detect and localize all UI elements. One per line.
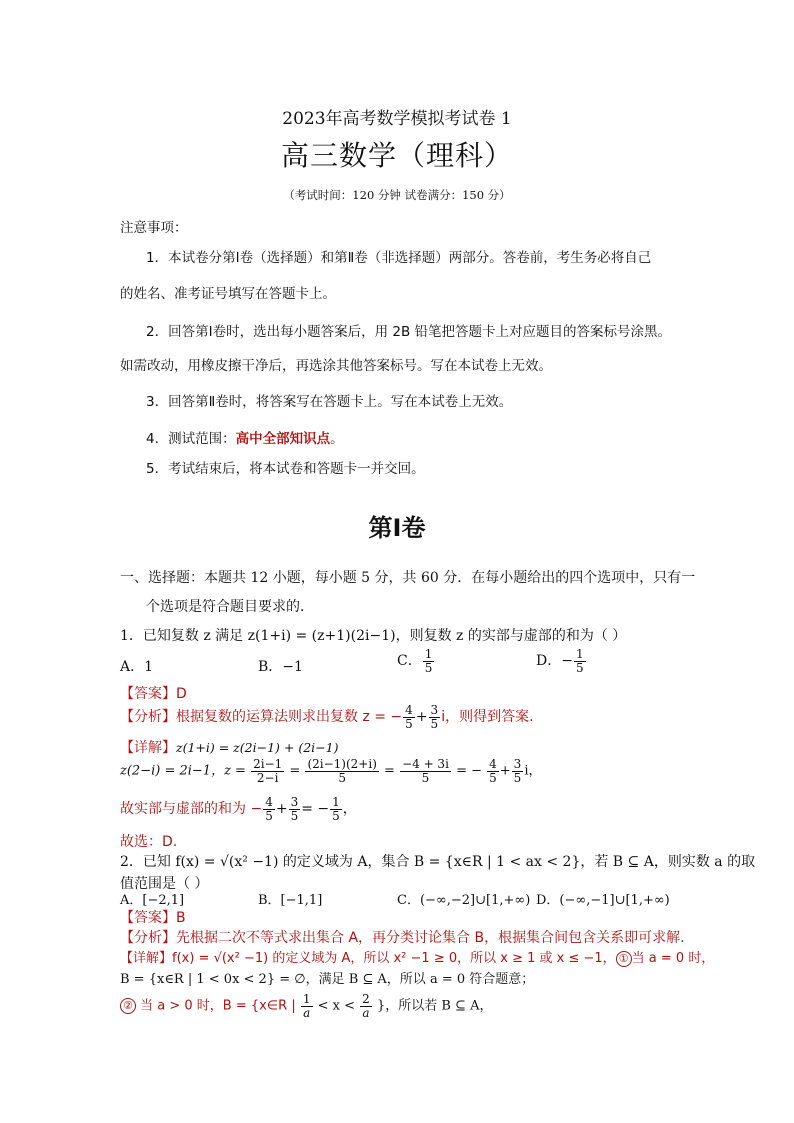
q1-detail-2d: = −	[456, 763, 482, 779]
q1-c-num: 1	[424, 647, 433, 661]
note-1a: 1．本试卷分第Ⅰ卷（选择题）和第Ⅱ卷（非选择题）两部分。答卷前，考生务必将自己	[146, 250, 652, 266]
q2-c-n1: 1	[302, 992, 311, 1006]
exam-info: （考试时间：120 分钟 试卷满分：150 分）	[283, 188, 511, 202]
case-1-marker: ①	[616, 951, 632, 967]
note-3: 3．回答第Ⅱ卷时，将答案写在答题卡上。写在本试卷上无效。	[146, 394, 513, 410]
q1-f5-den: 5	[513, 770, 522, 785]
exam-title: 2023年高考数学模拟考试卷 1	[282, 109, 512, 129]
q1-analysis: 【分析】根据复数的运算法则求出复数 z = − $\frac{4}{5}$ + $\frac{3}{5}$ i，则得到答案.	[120, 703, 534, 731]
q1-detail-2: z(2−i) = 2i−1，z = $\frac{2i-1}{2-i}$ = $\frac{(2i-1)(2+i)}{5}$ = $\frac{-4 + 3i}{5}$ = − $\frac{4}{5}$ + $\frac{3}{5}$ i，	[120, 757, 542, 785]
q1-detail-2e: i，	[524, 763, 542, 779]
q2-analysis: 【分析】先根据二次不等式求出集合 A，再分类讨论集合 B，根据集合间包含关系即可求解.	[120, 930, 685, 946]
note-1b: 的姓名、准考证号填写在答题卡上。	[120, 286, 336, 302]
q2-detail-a2: 当 a = 0 时，	[631, 951, 715, 966]
q1-s-d5a: 5	[265, 808, 273, 823]
q1-sum-a: 故实部与虚部的和为 −	[120, 801, 263, 818]
q2-detail-c3: }，所以若 B ⊆ A，	[376, 998, 493, 1014]
q1-stem: 1．已知复数 z 满足 z(1+i) = (z+1)(2i−1)，则复数 z 的实部与虚部的和为（ ）	[120, 628, 627, 644]
section-intro-line1: 一、选择题：本题共 12 小题，每小题 5 分，共 60 分．在每小题给出的四个选项中，只有一	[120, 570, 696, 586]
q1-an-d5: 5	[405, 716, 413, 731]
q1-option-d	[536, 648, 587, 674]
q1-analysis-a: 【分析】根据复数的运算法则求出复数 z = −	[120, 709, 403, 726]
q2-answer: 【答案】B	[120, 910, 186, 926]
q1-f4-den: 5	[489, 770, 497, 785]
q1-c-den: 5	[424, 660, 433, 675]
q1-f1-num: 2i−1	[253, 757, 283, 771]
q1-an-n4: 4	[405, 703, 413, 717]
q1-an-d5b: 5	[430, 716, 439, 731]
q1-detail-1	[120, 737, 338, 757]
q1-detail-2a: z(2−i) = 2i−1，z =	[120, 763, 246, 779]
q1-s-n3: 3	[290, 795, 299, 809]
notes-heading: 注意事项：	[120, 220, 188, 236]
q1-f2-num: (2i−1)(2+i)	[307, 757, 377, 771]
note-2b: 如需改动，用橡皮擦干净后，再选涂其他答案标号。写在本试卷上无效。	[120, 358, 552, 374]
q1-sum-b: +	[275, 801, 288, 818]
q2-stem-a: 2．已知 f(x) = √(x² −1) 的定义域为 A，集合 B = {x∈R | 1 < ax < 2}，若 B ⊆ A，则实数 a 的取	[120, 854, 756, 870]
q1-s-n1: 1	[332, 795, 340, 809]
q1-detail-1-text: z(1+i) = z(2i−1) + (2i−1)	[176, 740, 339, 755]
note-4-scope: 高中全部知识点	[235, 431, 331, 447]
q2-detail-b: B = {x∈R | 1 < 0x < 2} = ∅，满足 B ⊆ A，所以 a = 0 符合题意；	[120, 972, 535, 987]
q1-f1-den: 2−i	[256, 770, 279, 785]
case-2-marker: ②	[120, 998, 136, 1014]
q1-sum-d: ，	[342, 801, 357, 818]
q1-option-c	[397, 648, 435, 674]
q1-f3-den: 5	[421, 770, 430, 785]
q2-stem-b: 值范围是（ ）	[120, 876, 209, 892]
note-2a: 2．回答第Ⅰ卷时，选出每小题答案后，用 2B 铅笔把答题卡上对应题目的答案标号涂黑。	[146, 324, 672, 340]
q1-detail-2b: =	[289, 763, 301, 779]
q1-d-num: 1	[575, 647, 584, 661]
q2-detail-c	[120, 993, 492, 1019]
q1-option-d-label: D．−	[536, 653, 573, 670]
q2-detail-a	[120, 947, 714, 967]
q1-s-d5c: 5	[332, 808, 340, 823]
q1-d-den: 5	[575, 660, 584, 675]
q1-option-c-label: C．	[397, 653, 422, 670]
q1-f4-num: 4	[489, 757, 497, 771]
q2-option-b: B．[−1,1]	[258, 893, 323, 908]
q2-c-da2: a	[362, 1005, 370, 1020]
section-intro-line2: 个选项是符合题目要求的．	[146, 599, 314, 615]
q1-detail-label: 【详解】	[120, 740, 176, 756]
q1-s-n4: 4	[265, 795, 273, 809]
q1-an-n3: 3	[430, 703, 439, 717]
q1-sum-c: = −	[301, 801, 330, 818]
note-4-prefix: 4．测试范围：	[146, 431, 236, 447]
q2-detail-a-text: 【详解】f(x) = √(x² −1) 的定义域为 A，所以 x² −1 ≥ 0，所以 x ≥ 1 或 x ≤ −1，	[120, 951, 616, 966]
q1-s-d5b: 5	[290, 808, 299, 823]
q2-c-da1: a	[303, 1005, 311, 1020]
q1-choose: 故选：D.	[120, 834, 178, 850]
q1-f2-den: 5	[338, 770, 346, 785]
q1-analysis-b: i，则得到答案.	[441, 709, 534, 726]
q2-detail-c1: 当 a > 0 时，B = {x∈R |	[140, 998, 296, 1014]
q1-f5-num: 3	[513, 757, 522, 771]
q2-option-c: C．(−∞,−2]∪[1,+∞)	[397, 893, 531, 908]
q2-c-n2: 2	[362, 992, 370, 1006]
q1-f3-num: −4 + 3i	[402, 757, 449, 771]
note-4	[146, 427, 344, 447]
part-title: 第Ⅰ卷	[368, 514, 426, 542]
q1-option-a: A．1	[120, 659, 154, 675]
note-4-suffix: 。	[330, 431, 344, 447]
q1-answer: 【答案】D	[120, 686, 187, 702]
subject-title: 高三数学（理科）	[280, 139, 513, 172]
q2-detail-c2: < x <	[317, 998, 356, 1014]
q1-sum	[120, 796, 357, 822]
q2-option-d: D．(−∞,−1]∪[1,+∞)	[536, 893, 670, 908]
note-5: 5．考试结束后，将本试卷和答题卡一并交回。	[146, 461, 425, 477]
q1-detail-2c: =	[384, 763, 395, 779]
q2-option-a: A．[−2,1]	[120, 893, 185, 908]
q1-option-b: B．−1	[258, 659, 303, 675]
